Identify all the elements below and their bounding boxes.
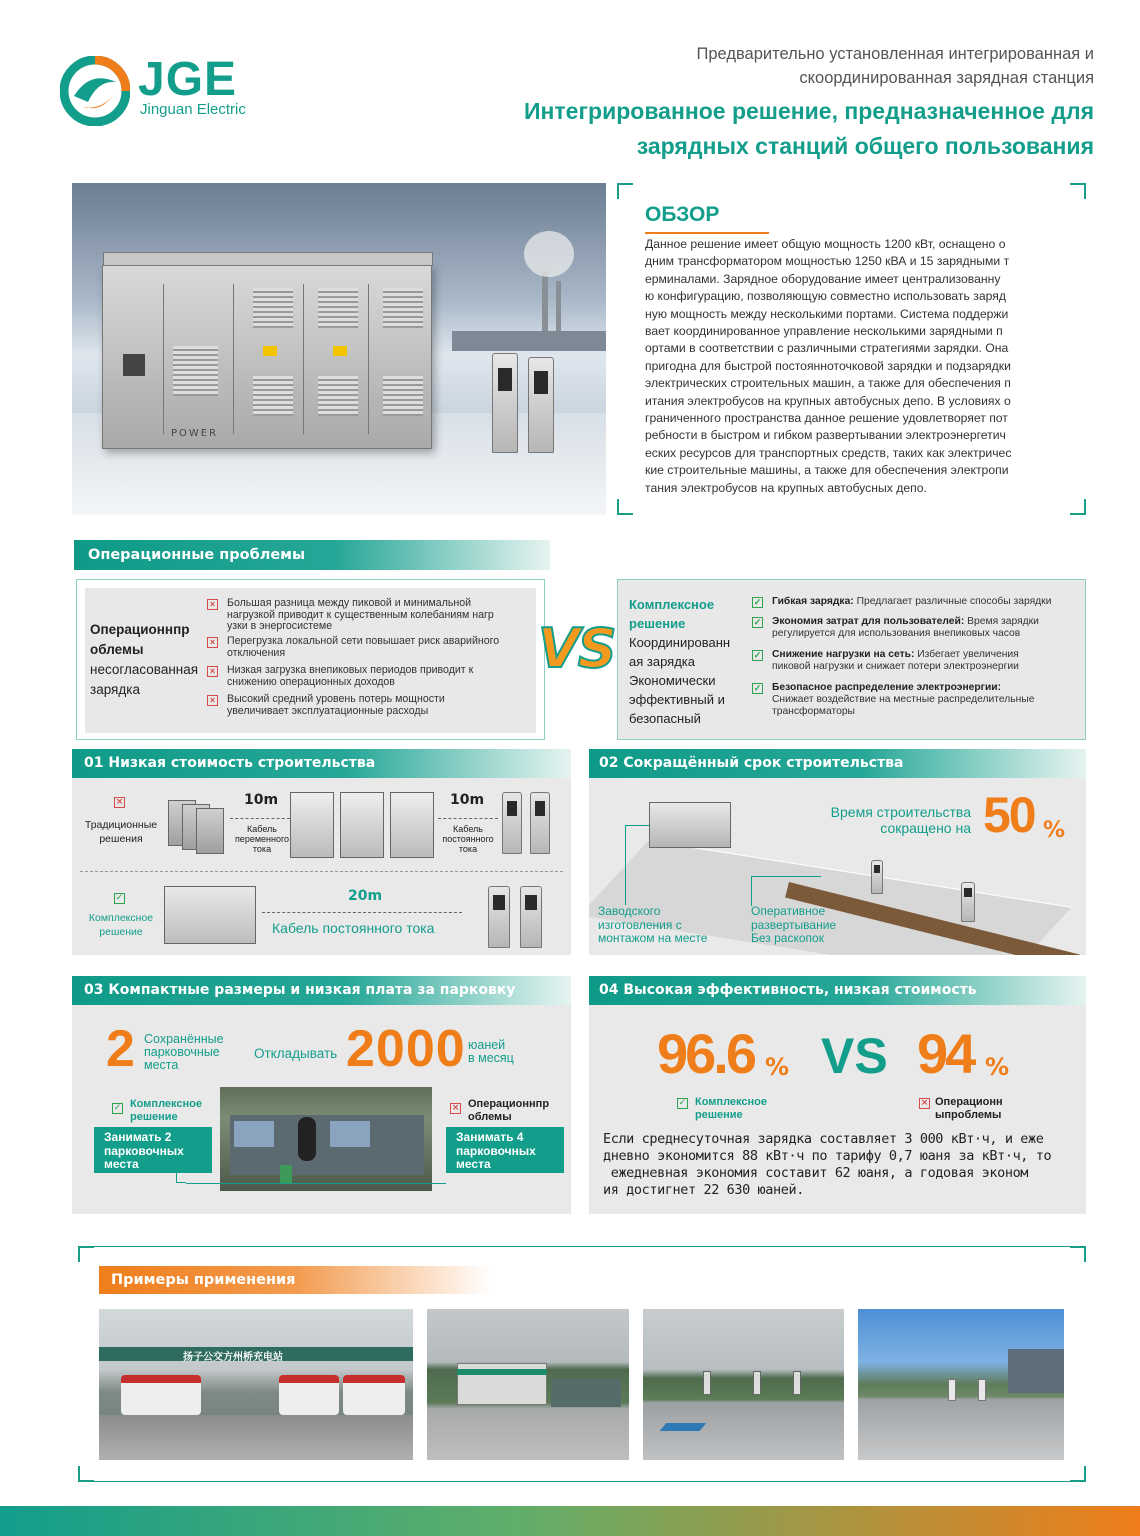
solution-sub-1: ая зарядка bbox=[629, 654, 695, 669]
occupy-right-box: Занимать 4 парковочных места bbox=[446, 1127, 564, 1173]
overview-line: вает координированное управление несколькими зарядными п bbox=[645, 324, 1003, 339]
cross-icon: × bbox=[451, 1103, 460, 1113]
panel-01 bbox=[72, 778, 571, 955]
check-icon: ✓ bbox=[753, 650, 762, 660]
cable2-line2: постоянного bbox=[442, 834, 494, 844]
cable2-line1: Кабель bbox=[453, 824, 483, 834]
problems-right-box bbox=[617, 579, 1086, 740]
hero-cabinet bbox=[102, 265, 432, 449]
example-photo-station-3 bbox=[858, 1309, 1064, 1460]
charger-pile bbox=[871, 860, 883, 894]
charger-pile bbox=[961, 882, 975, 922]
logo-mark-icon bbox=[60, 56, 130, 126]
time-percent-sign: % bbox=[1043, 818, 1066, 843]
solution-sub-3: эффективный и bbox=[629, 692, 725, 707]
header-subtitle-line2: скоординированная зарядная станция bbox=[799, 69, 1094, 87]
trad-cabinet bbox=[196, 808, 224, 854]
charger-pile bbox=[502, 792, 522, 854]
overview-box bbox=[617, 183, 1086, 515]
station-cabinet bbox=[649, 802, 731, 848]
efficiency-vs: VS bbox=[821, 1028, 888, 1084]
overview-text bbox=[645, 236, 1085, 497]
trad-label1: Традиционные bbox=[84, 819, 158, 831]
section-title-problems: Операционные проблемы bbox=[74, 540, 550, 570]
section-title-04: 04 Высокая эффективность, низкая стоимость bbox=[589, 976, 1086, 1005]
comp-label1: Комплексное bbox=[695, 1096, 767, 1108]
cross-icon: × bbox=[920, 1098, 929, 1108]
note1-line1: Заводского bbox=[598, 904, 661, 918]
distance-1: 10m bbox=[244, 792, 279, 808]
ac-cabinet bbox=[290, 792, 334, 858]
cable1-line2: переменного bbox=[234, 834, 290, 844]
trad-label2: решения bbox=[99, 833, 143, 845]
comp-label2: решение bbox=[130, 1110, 178, 1123]
solution-sub-2: Экономически bbox=[629, 673, 716, 688]
savings-text-4: ия достигнет 22 630 юаней. bbox=[603, 1182, 804, 1198]
section-title-03: 03 Компактные размеры и низкая плата за парковку bbox=[72, 976, 571, 1005]
op-label2: облемы bbox=[468, 1110, 512, 1123]
efficiency-integrated: 96.6 bbox=[657, 1022, 754, 1085]
cable3-label: Кабель постоянного тока bbox=[272, 920, 435, 936]
comp-label2: решение bbox=[99, 926, 143, 938]
overview-line: ю конфигурацию, позволяющую совместно использовать заряд bbox=[645, 289, 1006, 304]
time-percent: 50 bbox=[983, 787, 1035, 843]
saved-line2: парковочные bbox=[144, 1045, 220, 1059]
section-title-01: 01 Низкая стоимость строительства bbox=[72, 749, 571, 778]
check-icon: ✓ bbox=[113, 1103, 122, 1113]
problem-item: × Большая разница между пиковой и минимальной нагрузкой приводит к существенным колебаниям нагр узки в энергосистеме bbox=[207, 598, 537, 636]
save-verb: Откладывать bbox=[254, 1046, 338, 1061]
distance-3: 20m bbox=[348, 888, 383, 904]
cross-icon: × bbox=[207, 695, 218, 706]
cross-icon: × bbox=[115, 797, 124, 807]
hero-charger-1 bbox=[492, 353, 518, 453]
logo bbox=[60, 53, 290, 126]
note2-line2: развертывание bbox=[751, 917, 837, 932]
overview-line: граниченного пространства данное решение удовлетворяет пот bbox=[645, 411, 1008, 426]
note2-line1: Оперативное bbox=[751, 904, 826, 918]
problem-item: × Низкая загрузка внепиковых периодов приводит к снижению операционных доходов bbox=[207, 665, 537, 694]
overview-line: ребности в быстром и гибком развертывании электроэнергетич bbox=[645, 428, 1006, 443]
problems-left-sub1: несогласованная bbox=[90, 662, 199, 677]
overview-line: кие строительные машины, а также для обеспечения электропи bbox=[645, 463, 1009, 478]
distance-2: 10m bbox=[450, 792, 485, 808]
header-titles bbox=[394, 42, 1094, 164]
cable1-line3: тока bbox=[252, 844, 272, 854]
problems-left-box bbox=[76, 579, 545, 740]
panel-04 bbox=[589, 1005, 1086, 1214]
check-icon: ✓ bbox=[753, 617, 762, 627]
savings-text-1: Если среднесуточная зарядка составляет 3 000 кВт·ч, и еже bbox=[603, 1131, 1044, 1147]
overview-line: дним трансформатором мощностью 1250 кВА и 15 зарядными т bbox=[645, 254, 1010, 269]
overview-line: ерминалами. Зарядное оборудование имеет централизованну bbox=[645, 271, 1001, 286]
header-subtitle-line1: Предварительно установленная интегрированная и bbox=[696, 45, 1094, 63]
section-title-02: 02 Сокращённый срок строительства bbox=[589, 749, 1086, 778]
savings-text-3: ежедневная экономия составит 62 юаня, а годовая эконом bbox=[603, 1165, 1029, 1181]
check-icon: ✓ bbox=[753, 683, 762, 693]
occupy-left-box: Занимать 2 парковочных места bbox=[94, 1127, 212, 1173]
problems-left-title2: облемы bbox=[90, 642, 144, 657]
cross-icon: × bbox=[207, 637, 218, 648]
parking-image bbox=[220, 1087, 432, 1191]
depot-sign: 扬子公交方州桥充电站 bbox=[183, 1352, 283, 1363]
note1-line3: монтажом на месте bbox=[598, 931, 708, 945]
comp-label1: Комплексное bbox=[130, 1098, 202, 1110]
time-label1: Время строительства bbox=[830, 804, 971, 820]
saved-count: 2 bbox=[106, 1020, 135, 1078]
overview-heading: ОБЗОР bbox=[645, 203, 720, 226]
cable1-line1: Кабель bbox=[247, 824, 277, 834]
cross-icon: × bbox=[207, 666, 218, 677]
comp-label1: Комплексное bbox=[88, 912, 154, 924]
overview-line: пригодна для быстрой постоянноточковой зарядки и подзарядки bbox=[645, 358, 1011, 373]
integrated-cabinet bbox=[164, 886, 256, 944]
check-icon: ✓ bbox=[678, 1098, 687, 1108]
overview-line: ную мощность между несколькими портами. Система поддержи bbox=[645, 306, 1009, 321]
op-label1: Операционн bbox=[935, 1096, 1003, 1108]
problems-left-sub2: зарядка bbox=[90, 682, 140, 697]
overview-line: тания электробусов на крупных автобусных депо. bbox=[645, 480, 927, 495]
problems-left-title1: Операционнпр bbox=[90, 622, 190, 637]
solution-title1: Комплексное bbox=[629, 597, 715, 612]
benefit-item: ✓ Экономия затрат для пользователей: Время зарядки регулируется для использования внепиковых часов bbox=[753, 616, 1039, 639]
note1-line2: изготовления с bbox=[598, 917, 682, 932]
example-photo-station-1 bbox=[427, 1309, 629, 1460]
unit-line1: юаней bbox=[468, 1038, 506, 1052]
efficiency-traditional: 94 bbox=[917, 1022, 974, 1085]
hero-image bbox=[72, 183, 606, 515]
solution-title2: решение bbox=[629, 616, 686, 631]
saved-amount: 2000 bbox=[346, 1020, 466, 1078]
vs-badge: VS bbox=[538, 617, 615, 680]
cable2-line3: тока bbox=[458, 844, 478, 854]
benefit-item: ✓ Гибкая зарядка: Предлагает различные способы зарядки bbox=[753, 596, 1052, 607]
check-icon: ✓ bbox=[753, 597, 762, 607]
solution-sub-4: безопасный bbox=[629, 711, 701, 726]
overview-line: ортами в соответствии с различными стратегиями зарядки. Она bbox=[645, 341, 1009, 356]
overview-line: еских ресурсов для транспортных средств, таких как электричес bbox=[645, 445, 1012, 460]
panel-03 bbox=[72, 1005, 571, 1214]
logo-subtitle: Jinguan Electric bbox=[140, 101, 246, 118]
efficiency-pct-2: % bbox=[985, 1053, 1010, 1081]
comp-label2: решение bbox=[695, 1108, 743, 1121]
logo-text: JGE bbox=[138, 53, 238, 106]
footer-bar bbox=[0, 1506, 1140, 1536]
savings-text-2: дневно экономится 88 кВт·ч по тарифу 0,7 юаня за кВт·ч, то bbox=[603, 1148, 1052, 1164]
time-label2: сокращено на bbox=[880, 820, 971, 836]
note2-line3: Без раскопок bbox=[751, 931, 824, 945]
header-title-line2: зарядных станций общего пользования bbox=[636, 133, 1094, 159]
cross-icon: × bbox=[207, 599, 218, 610]
overview-line: электрических строительных машин, а также для обеспечения п bbox=[645, 376, 1011, 391]
panel-02 bbox=[589, 778, 1086, 955]
hero-charger-2 bbox=[528, 357, 554, 453]
problem-item: × Перегрузка локальной сети повышает риск аварийного отключения bbox=[207, 636, 537, 665]
overview-line: Данное решение имеет общую мощность 1200 кВт, оснащено о bbox=[645, 237, 1006, 251]
op-label2: ыпроблемы bbox=[935, 1108, 1002, 1121]
saved-line1: Сохранённые bbox=[144, 1032, 224, 1046]
problem-item: × Высокий средний уровень потерь мощности увеличивает эксплуатационные расходы bbox=[207, 694, 537, 720]
ac-cabinet bbox=[340, 792, 384, 858]
benefit-item: ✓ Безопасное распределение электроэнергии: Снижает воздействие на местные распределительные трансформаторы bbox=[753, 682, 1035, 717]
section-title-examples: Примеры применения bbox=[99, 1266, 491, 1294]
overview-line: итания электробусов на крупных автобусных депо. В условиях о bbox=[645, 393, 1011, 408]
charger-pile bbox=[520, 886, 542, 948]
op-label1: Операционнпр bbox=[468, 1098, 550, 1110]
example-photo-station-2 bbox=[643, 1309, 844, 1460]
example-photo-bus-depot bbox=[99, 1309, 413, 1460]
charger-pile bbox=[530, 792, 550, 854]
saved-line3: места bbox=[144, 1058, 179, 1072]
header-title-line1: Интегрированное решение, предназначенное для bbox=[523, 98, 1094, 124]
solution-sub-0: Координированн bbox=[629, 635, 731, 650]
check-icon: ✓ bbox=[115, 893, 124, 903]
unit-line2: в месяц bbox=[468, 1051, 514, 1065]
charger-pile bbox=[488, 886, 510, 948]
efficiency-pct-1: % bbox=[765, 1053, 790, 1081]
hero-cabinet-badge: POWER bbox=[171, 428, 219, 439]
benefit-item: ✓ Снижение нагрузки на сеть: Избегает увеличения пиковой нагрузки и снижает потери электроэнергии bbox=[753, 649, 1019, 672]
